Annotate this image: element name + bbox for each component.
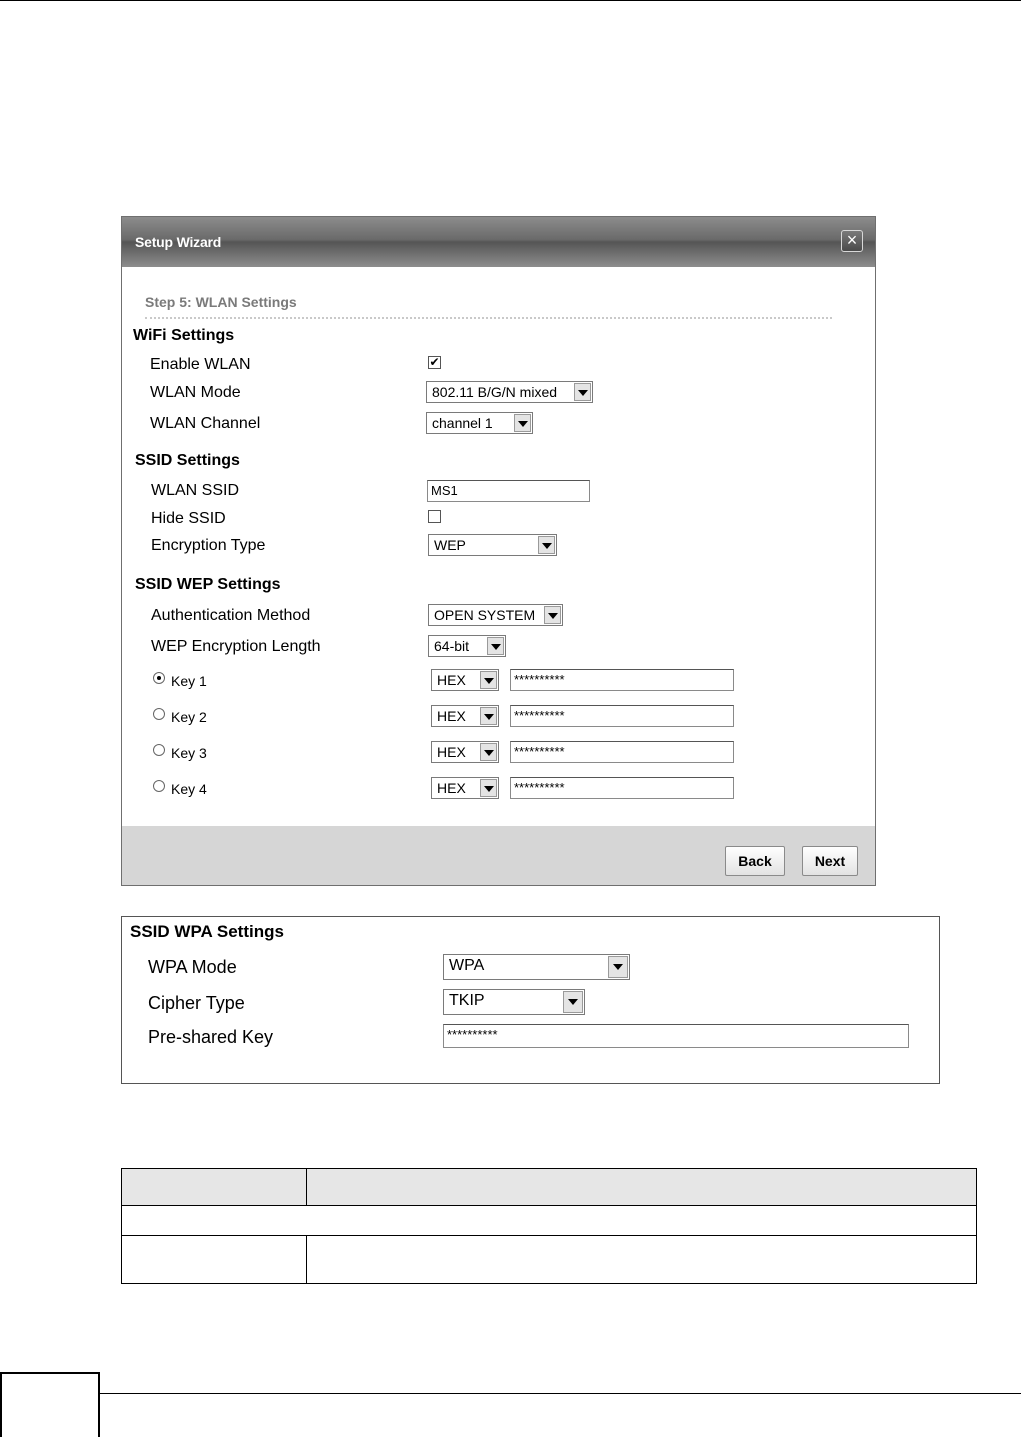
table-column-divider: [306, 1235, 307, 1283]
chevron-down-icon: [574, 383, 591, 401]
hide-ssid-checkbox[interactable]: [428, 510, 441, 523]
wpa-settings-heading: SSID WPA Settings: [130, 922, 284, 941]
key-2-format-value: HEX: [437, 708, 466, 724]
key-3-format-select[interactable]: [431, 741, 499, 763]
auth-method-value: OPEN SYSTEM: [434, 607, 536, 623]
wizard-title: Setup Wizard: [135, 234, 222, 250]
wpa-settings-panel: [121, 916, 940, 1084]
wlan-channel-value: channel 1: [432, 415, 493, 431]
key-4-label: Key 4: [171, 781, 207, 797]
wep-length-select[interactable]: [428, 635, 506, 657]
wpa-mode-value: WPA: [449, 957, 485, 974]
wlan-ssid-label: WLAN SSID: [151, 482, 240, 499]
chevron-down-icon: [608, 956, 628, 978]
chevron-down-icon: [487, 637, 504, 655]
wizard-footer: [122, 826, 875, 885]
chevron-down-icon: [480, 743, 497, 761]
close-icon[interactable]: ×: [841, 230, 863, 252]
chevron-down-icon: [480, 779, 497, 797]
wlan-ssid-input[interactable]: MS1: [427, 480, 590, 502]
wlan-mode-value: 802.11 B/G/N mixed: [432, 384, 558, 400]
encryption-type-select[interactable]: [428, 534, 557, 556]
chevron-down-icon: [514, 414, 531, 432]
key-2-format-select[interactable]: [431, 705, 499, 727]
key-1-input[interactable]: **********: [510, 669, 734, 691]
enable-wlan-label: Enable WLAN: [150, 356, 251, 373]
chevron-down-icon: [480, 707, 497, 725]
auth-method-label: Authentication Method: [151, 607, 311, 624]
chevron-down-icon: [480, 671, 497, 689]
key-4-input[interactable]: **********: [510, 777, 734, 799]
key-2-label: Key 2: [171, 709, 207, 725]
key-2-input[interactable]: **********: [510, 705, 734, 727]
wifi-settings-heading: WiFi Settings: [133, 327, 235, 344]
key-1-format-value: HEX: [437, 672, 466, 688]
wlan-channel-label: WLAN Channel: [150, 415, 261, 432]
wep-length-label: WEP Encryption Length: [151, 638, 321, 655]
page-bottom-rule: [100, 1393, 1021, 1394]
chevron-down-icon: [544, 606, 561, 624]
key-3-input[interactable]: **********: [510, 741, 734, 763]
back-button[interactable]: Back: [725, 846, 785, 876]
encryption-type-label: Encryption Type: [151, 537, 266, 554]
wlan-mode-label: WLAN Mode: [150, 384, 241, 401]
key-1-format-select[interactable]: [431, 669, 499, 691]
key-3-radio[interactable]: [153, 744, 165, 756]
encryption-type-value: WEP: [434, 537, 466, 553]
page-number-box: [0, 1372, 100, 1437]
table-column-divider: [306, 1169, 307, 1205]
step-divider: [145, 317, 832, 319]
cipher-type-label: Cipher Type: [148, 993, 245, 1013]
wep-length-value: 64-bit: [434, 638, 470, 654]
wep-settings-heading: SSID WEP Settings: [135, 576, 281, 593]
page-top-rule: [0, 0, 1021, 1]
chevron-down-icon: [563, 991, 583, 1013]
table-header-row: [122, 1169, 976, 1206]
key-3-format-value: HEX: [437, 744, 466, 760]
cipher-type-value: TKIP: [449, 992, 485, 1009]
enable-wlan-checkbox[interactable]: ✔: [429, 355, 440, 369]
key-4-format-value: HEX: [437, 780, 466, 796]
table-row-divider: [122, 1235, 976, 1236]
key-4-radio[interactable]: [153, 780, 165, 792]
pre-shared-key-input[interactable]: **********: [443, 1024, 909, 1048]
chevron-down-icon: [538, 536, 555, 554]
wlan-mode-select[interactable]: [426, 381, 593, 403]
key-3-label: Key 3: [171, 745, 207, 761]
key-4-format-select[interactable]: [431, 777, 499, 799]
wizard-title-bar: [122, 217, 875, 267]
pre-shared-key-label: Pre-shared Key: [148, 1027, 274, 1047]
step-title: Step 5: WLAN Settings: [145, 294, 297, 310]
hide-ssid-label: Hide SSID: [151, 510, 226, 527]
wpa-mode-select[interactable]: [443, 954, 630, 980]
setup-wizard-window: [121, 216, 876, 886]
key-2-radio[interactable]: [153, 708, 165, 720]
auth-method-select[interactable]: [428, 604, 563, 626]
wpa-mode-label: WPA Mode: [148, 957, 237, 977]
description-table: [121, 1168, 977, 1284]
wlan-channel-select[interactable]: [426, 412, 533, 434]
key-1-label: Key 1: [171, 673, 207, 689]
ssid-settings-heading: SSID Settings: [135, 452, 240, 469]
next-button[interactable]: Next: [802, 846, 858, 876]
key-1-radio[interactable]: [153, 672, 165, 684]
cipher-type-select[interactable]: [443, 989, 585, 1015]
